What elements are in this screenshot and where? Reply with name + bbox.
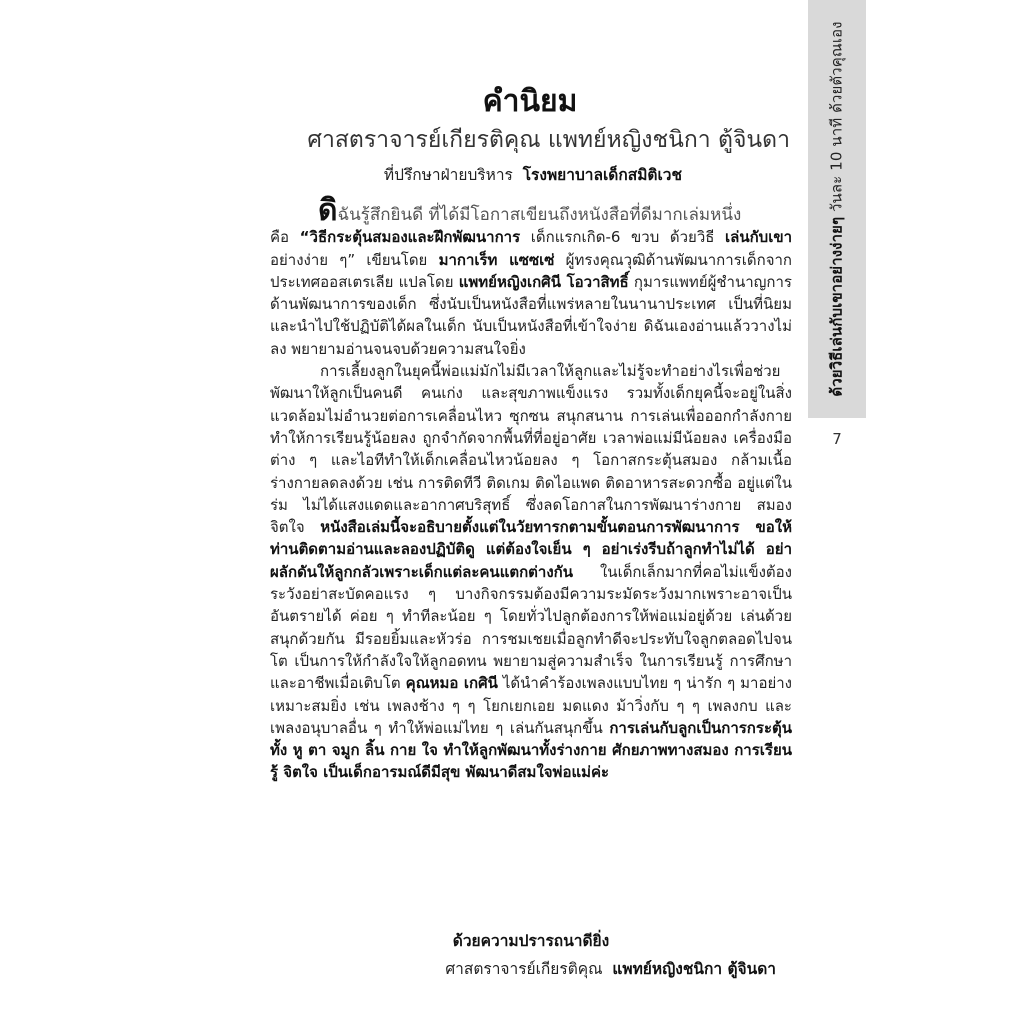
- text-span: อย่างง่าย ๆ” เขียนโดย: [270, 250, 439, 269]
- opening-line: [270, 193, 792, 228]
- opening-text: ฉันรู้สึกยินดี ที่ได้มีโอกาสเขียนถึงหนังสือที่ดีมากเล่มหนึ่ง: [337, 205, 742, 225]
- closing-line: [270, 928, 792, 953]
- text-span: ในเด็กเล็กมากที่คอไม่แข็งต้องระวังอย่าสะบัดคอแรง ๆ บางกิจกรรมต้องมีความระมัดระวังมากเพราะอาจเป็นอันตรายได้ ค่อย ๆ ทำทีละน้อย ๆ โดยทั่วไปลูกต้องการให้พ่อแม่อยู่ด้วย เล่นด้วย สนุกด้วยกัน มีรอยยิ้มและหัวร่อ การชมเชยเมื่อลูกทำดีจะประทับใจลูกตลอดไปจนโต เป็นการให้กำลังใจให้ลูกอดทน พยายามสู่ความสำเร็จ ในการเรียนรู้ การศึกษา และอาชีพเมื่อเติบโต: [270, 562, 792, 693]
- text-span: เด็กแรกเกิด-6 ขวบ ด้วยวิธี: [520, 228, 726, 247]
- signature-name: แพทย์หญิงชนิกา ตู้จินดา: [612, 960, 776, 978]
- author-role: [270, 162, 682, 187]
- paragraph-1: [270, 226, 792, 360]
- text-span: คือ: [270, 228, 300, 247]
- bold-author-name: มากาเร็ท แซซเซ่: [438, 250, 555, 269]
- bold-text: เล่นกับเขา: [725, 228, 793, 247]
- bold-translator-name: แพทย์หญิงเกศินี โอวาสิทธิ์: [458, 272, 629, 291]
- page-number: 7: [832, 430, 842, 448]
- text-span: ผู้ทรงคุณวุฒิด้านพัฒนาการเด็กจากประเทศออสเตรเลีย แปลโดย: [270, 250, 792, 291]
- closing-text: ด้วยความปรารถนาดียิ่ง: [452, 932, 610, 950]
- author-organization: โรงพยาบาลเด็กสมิติเวช: [522, 166, 682, 184]
- bold-doctor-name: คุณหมอ เกศินี: [405, 674, 498, 693]
- text-span: กุมารแพทย์ผู้ชำนาญการด้านพัฒนาการของเด็ก ซึ่งนับเป็นหนังสือที่แพร่หลายในนานาประเทศ เป็นที่นิยมและนำไปใช้ปฏิบัติได้ผลในเด็ก นับเป็นหนังสือที่เข้าใจง่าย ดิฉันเองอ่านแล้ววางไม่ลง พยายามอ่านจนจบด้วยความสนใจยิ่ง: [270, 272, 792, 358]
- bold-book-title: “วิธีกระตุ้นสมองและฝึกพัฒนาการ: [299, 228, 521, 247]
- text-span: การเลี้ยงลูกในยุคนี้พ่อแม่มักไม่มีเวลาให้ลูกและไม่รู้จะทำอย่างไรเพื่อช่วยพัฒนาให้ลูกเป็นคนดี คนเก่ง และสุขภาพแข็งแรง รวมทั้งเด็กยุคนี้จะอยู่ในสิ่งแวดล้อมไม่อำนวยต่อการเคลื่อนไหว ซุกซน สนุกสนาน การเล่นเพื่อออกกำลังกาย ทำให้การเรียนรู้น้อยลง ถูกจำกัดจากพื้นที่ที่อยู่อาศัย เวลาพ่อแม่มีน้อยลง เครื่องมือต่าง ๆ และไอทีทำให้เด็กเคลื่อนไหวน้อยลง ๆ โอกาสกระตุ้นสมอง กล้ามเนื้อ ร่างกายลดลงด้วย เช่น การติดทีวี ติดเกม ติดไอแพด ติดอาหารสะดวกซื้อ อยู่แต่ในร่ม ไม่ได้แสงแดดและอากาศบริสุทธิ์ ซึ่งลดโอกาสในการพัฒนาร่างกาย สมอง จิตใจ: [270, 362, 792, 537]
- side-tab: [808, 0, 866, 418]
- page-title: คำนิยม: [482, 84, 578, 119]
- side-tab-bold-text: ด้วยวิธีเล่นกับเขาอย่างง่ายๆ: [828, 216, 847, 397]
- text-span: ได้นำคำร้องเพลงแบบไทย ๆ น่ารัก ๆ มาอย่างเหมาะสมยิ่ง เช่น เพลงช้าง ๆ ๆ โยกเยกเอย มดแดง ม้าวิ่งกับ ๆ ๆ เพลงกบ และเพลงอนุบาลอื่น ๆ ทำให้พ่อแม่ไทย ๆ เล่นกันสนุกขึ้น: [270, 674, 792, 737]
- side-tab-text: วันละ 10 นาที ด้วยตัวคุณเอง: [828, 21, 847, 217]
- author-name: ศาสตราจารย์เกียรติคุณ แพทย์หญิงชนิกา ตู้จินดา: [307, 127, 790, 153]
- paragraph-2: [270, 360, 792, 784]
- drop-letter: ดิ: [318, 193, 338, 228]
- signature-line: [270, 956, 776, 981]
- bold-text: การเล่นกับลูกเป็นการกระตุ้นทั้ง หู ตา จมูก ลิ้น กาย ใจ ทำให้ลูกพัฒนาทั้งร่างกาย ศักยภาพทางสมอง การเรียนรู้ จิตใจ เป็นเด็กอารมณ์ดีมีสุข พัฒนาดีสมใจพ่อแม่ค่ะ: [270, 718, 792, 782]
- signature-title: ศาสตราจารย์เกียรติคุณ: [445, 960, 603, 978]
- bold-text: หนังสือเล่มนี้จะอธิบายตั้งแต่ในวัยทารกตามขั้นตอนการพัฒนาการ ขอให้ท่านติดตามอ่านและลองปฏิบัติดู แต่ต้องใจเย็น ๆ อย่าเร่งรีบถ้าลูกทำไม่ได้ อย่าผลักดันให้ลูกกลัวเพราะเด็กแต่ละคนแตกต่างกัน: [270, 518, 792, 581]
- author-role-prefix: ที่ปรึกษาฝ่ายบริหาร: [383, 166, 513, 184]
- body-text: [270, 193, 793, 784]
